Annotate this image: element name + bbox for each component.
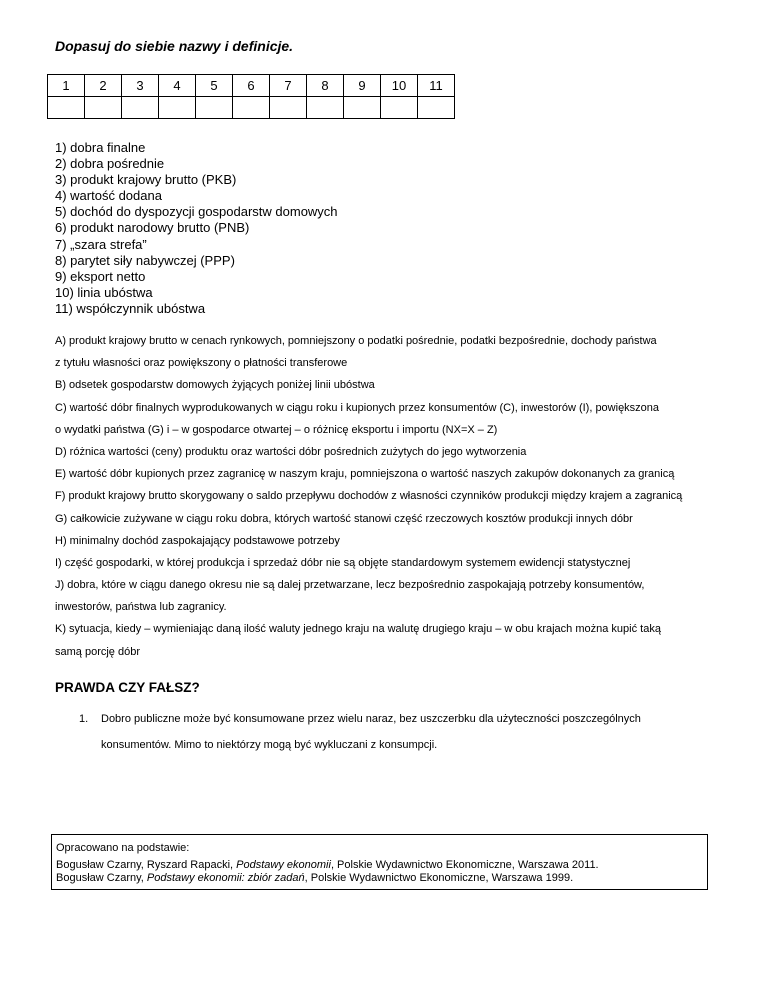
definition-line: C) wartość dóbr finalnych wyprodukowanych w ciągu roku i kupionych przez konsumentów (C), inwestorów (I), powiększona bbox=[55, 401, 660, 414]
grid-number-cell: 1 bbox=[48, 75, 85, 97]
grid-answer-cell[interactable] bbox=[196, 97, 233, 119]
term-item: 5) dochód do dyspozycji gospodarstw domowych bbox=[55, 204, 338, 220]
grid-number-cell: 6 bbox=[233, 75, 270, 97]
definition-line: J) dobra, które w ciągu danego okresu nie są dalej przetwarzane, lecz bezpośrednio zaspokajają potrzeby konsumentów, bbox=[55, 579, 645, 592]
grid-number-cell: 10 bbox=[381, 75, 418, 97]
grid-answer-cell[interactable] bbox=[270, 97, 307, 119]
item-text-line: Dobro publiczne może być konsumowane przez wielu naraz, bez uszczerbku dla użyteczności poszczególnych bbox=[101, 713, 641, 725]
reference-authors: Bogusław Czarny, bbox=[56, 872, 147, 884]
definition-line: K) sytuacja, kiedy – wymieniając daną ilość waluty jednego kraju na walutę drugiego kraju – w obu krajach można kupić taką bbox=[55, 623, 661, 636]
item-number: 1. bbox=[79, 713, 89, 725]
grid-number-cell: 8 bbox=[307, 75, 344, 97]
source-label: Opracowano na podstawie: bbox=[56, 842, 190, 854]
term-item: 3) produkt krajowy brutto (PKB) bbox=[55, 172, 237, 188]
definition-line: E) wartość dóbr kupionych przez zagranicę w naszym kraju, pomniejszona o wartość naszych zakupów dokonanych za granicą bbox=[55, 468, 675, 481]
definition-line: inwestorów, państwa lub zagranicy. bbox=[55, 601, 227, 614]
reference-title: Podstawy ekonomii: zbiór zadań bbox=[146, 872, 305, 884]
term-item: 8) parytet siły nabywczej (PPP) bbox=[55, 252, 235, 268]
source-box bbox=[51, 834, 708, 890]
grid-answer-cell[interactable] bbox=[122, 97, 159, 119]
grid-answer-cell[interactable] bbox=[159, 97, 196, 119]
term-item: 9) eksport netto bbox=[55, 268, 146, 284]
grid-number-cell: 11 bbox=[418, 75, 455, 97]
grid-number-cell: 3 bbox=[122, 75, 159, 97]
term-item: 11) współczynnik ubóstwa bbox=[55, 300, 206, 316]
reference-title: Podstawy ekonomii bbox=[236, 859, 331, 871]
definition-line: o wydatki państwa (G) i – w gospodarce otwartej – o różnicę eksportu i importu (NX=X – Z) bbox=[55, 423, 498, 436]
grid-number-cell: 7 bbox=[270, 75, 307, 97]
definition-line: D) różnica wartości (ceny) produktu oraz wartości dóbr pośrednich zużytych do jego wytworzenia bbox=[55, 445, 527, 458]
answer-grid-answer-row bbox=[48, 97, 455, 119]
item-text-line: konsumentów. Mimo to niektórzy mogą być wykluczani z konsumpcji. bbox=[101, 739, 438, 751]
definition-line: A) produkt krajowy brutto w cenach rynkowych, pomniejszony o podatki pośrednie, podatki bezpośrednie, dochody państwa bbox=[55, 335, 657, 347]
definition-line: z tytułu własności oraz powiększony o płatności transferowe bbox=[55, 357, 348, 370]
grid-answer-cell[interactable] bbox=[85, 97, 122, 119]
definitions-list bbox=[55, 335, 735, 668]
terms-list bbox=[55, 140, 338, 317]
grid-answer-cell[interactable] bbox=[307, 97, 344, 119]
source-reference bbox=[56, 859, 599, 871]
grid-answer-cell[interactable] bbox=[233, 97, 270, 119]
reference-authors: Bogusław Czarny, Ryszard Rapacki, bbox=[56, 859, 237, 871]
grid-number-cell: 5 bbox=[196, 75, 233, 97]
grid-number-cell: 4 bbox=[159, 75, 196, 97]
answer-grid-number-row bbox=[48, 75, 455, 97]
reference-publisher: , Polskie Wydawnictwo Ekonomiczne, Warszawa 1999. bbox=[304, 872, 574, 884]
grid-answer-cell[interactable] bbox=[48, 97, 85, 119]
term-item: 2) dobra pośrednie bbox=[55, 156, 165, 172]
term-item: 6) produkt narodowy brutto (PNB) bbox=[55, 220, 250, 236]
definition-line: F) produkt krajowy brutto skorygowany o saldo przepływu dochodów z własności czynników produkcji między krajem a zagranicą bbox=[55, 490, 683, 503]
grid-answer-cell[interactable] bbox=[418, 97, 455, 119]
grid-number-cell: 2 bbox=[85, 75, 122, 97]
grid-number-cell: 9 bbox=[344, 75, 381, 97]
exercise-heading: Dopasuj do siebie nazwy i definicje. bbox=[55, 38, 294, 54]
definition-line: G) całkowicie zużywane w ciągu roku dobra, których wartość stanowi część rzeczowych kosztów produkcji innych dóbr bbox=[55, 512, 633, 525]
term-item: 7) „szara strefa” bbox=[55, 236, 147, 252]
definition-line: H) minimalny dochód zaspokajający podstawowe potrzeby bbox=[55, 534, 340, 547]
reference-publisher: , Polskie Wydawnictwo Ekonomiczne, Warszawa 2011. bbox=[330, 859, 599, 871]
definition-line: samą porcję dóbr bbox=[55, 645, 140, 658]
grid-answer-cell[interactable] bbox=[381, 97, 418, 119]
term-item: 4) wartość dodana bbox=[55, 188, 162, 204]
term-item: 1) dobra finalne bbox=[55, 140, 146, 155]
answer-grid bbox=[47, 74, 455, 119]
term-item: 10) linia ubóstwa bbox=[55, 284, 153, 300]
definition-line: I) część gospodarki, w której produkcja i sprzedaż dóbr nie są objęte standardowym systemem ewidencji statystycznej bbox=[55, 556, 631, 569]
definition-line: B) odsetek gospodarstw domowych żyjących poniżej linii ubóstwa bbox=[55, 379, 375, 392]
source-reference bbox=[56, 872, 573, 884]
grid-answer-cell[interactable] bbox=[344, 97, 381, 119]
true-false-heading: PRAWDA CZY FAŁSZ? bbox=[55, 680, 200, 695]
